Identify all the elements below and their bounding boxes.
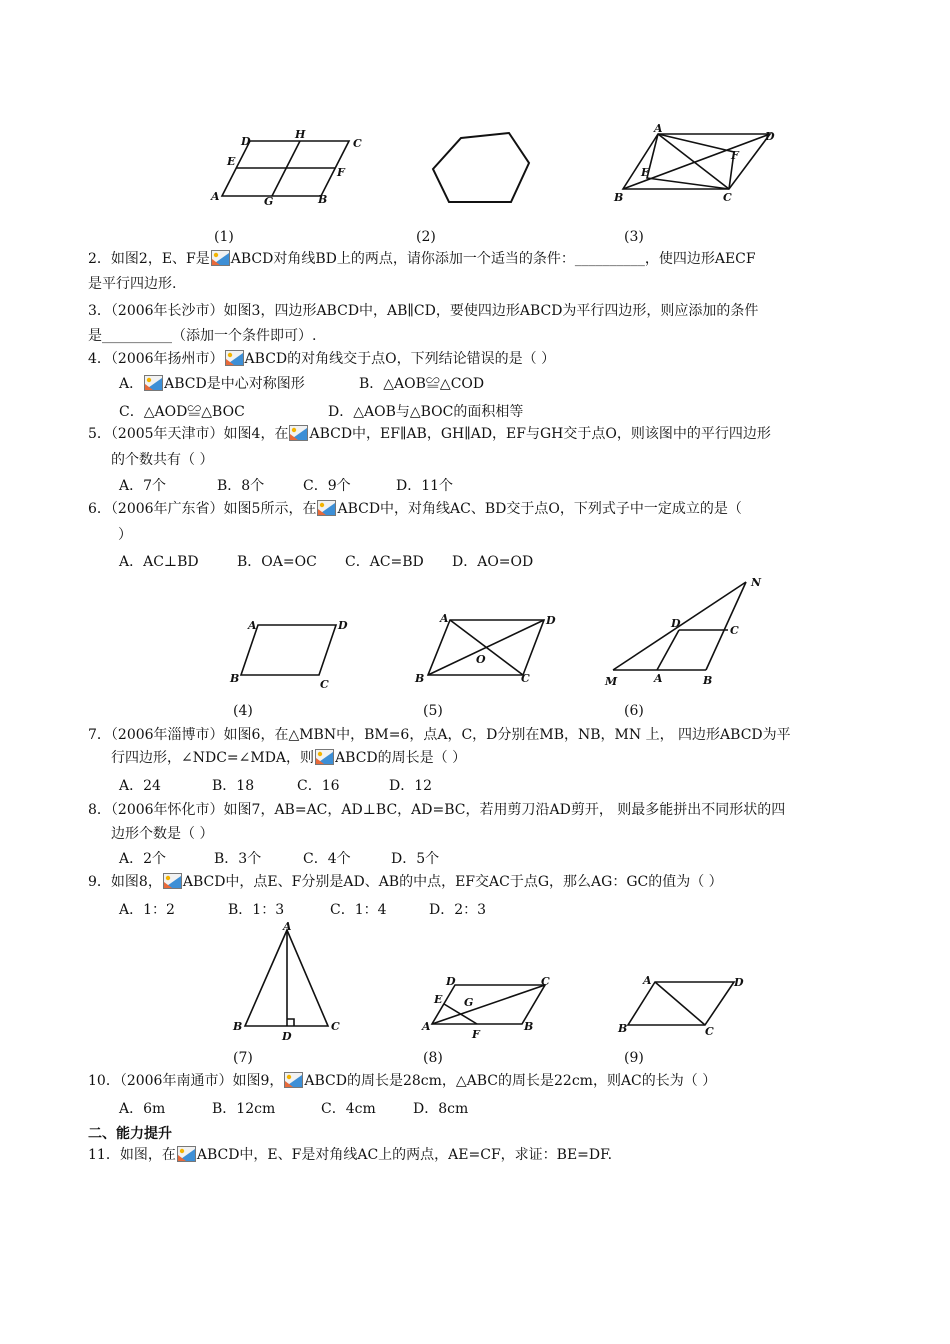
question-4-option-b: B．△AOB≌△COD [359,376,485,392]
figure-2 [425,125,535,210]
question-8-option: D．5个 [391,851,440,867]
fig4-label: C [320,678,329,691]
question-9-option: A．1：2 [119,902,175,918]
question-6-option: D．AO=OD [452,554,534,570]
question-11: 11．如图，在 ABCD中，E、F是对角线AC上的两点，AE=CF，求证：BE=DF. [88,1147,613,1163]
question-3-cont: 是__________（添加一个条件即可）. [88,328,317,344]
question-6: 6．（2006年广东省）如图5所示，在 ABCD中，对角线AC、BD交于点O，下列式子中一定成立的是（ [88,501,742,517]
question-8-option: A．2个 [119,851,167,867]
fig8-label: C [541,975,550,988]
question-3: 3．（2006年长沙市）如图3，四边形ABCD中，AB∥CD，要使四边形ABCD为平行四边形，则应添加的条件 [88,303,759,319]
question-5-option: B．8个 [217,478,265,494]
parallelogram-symbol-icon [317,500,336,516]
figure-5 [410,605,570,690]
question-9-option: D．2：3 [429,902,487,918]
fig8-label: D [446,975,456,988]
figure-caption: (2) [416,229,436,245]
fig6-label: B [703,674,713,687]
question-10-option: C．4cm [321,1101,376,1117]
figure-caption: (6) [624,703,644,719]
question-8: 8．（2006年怀化市）如图7，AB=AC，AD⊥BC，AD=BC，若用剪刀沿AD剪开， 则最多能拼出不同形状的四 [88,802,786,818]
question-7-cont: 行四边形，∠NDC=∠MDA，则 ABCD的周长是（ ） [111,750,467,766]
question-8-cont: 边形个数是（ ） [111,826,214,842]
figure-caption: (7) [233,1050,253,1066]
fig4-label: A [248,619,257,632]
question-6-cont: ） [118,527,132,543]
fig1-label: F [337,166,345,179]
question-5: 5．（2005年天津市）如图4，在 ABCD中，EF∥AB，GH∥AD，EF与GH交于点O，则该图中的平行四边形 [88,426,771,442]
fig3-label: D [765,130,775,143]
figure-7 [228,918,348,1046]
figure-3 [610,122,790,207]
parallelogram-symbol-icon [225,350,244,366]
fig3-label: A [654,122,663,135]
question-10-option: B．12cm [212,1101,276,1117]
figure-caption: (1) [214,229,234,245]
fig8-label: F [472,1028,480,1041]
question-7: 7．（2006年淄博市）如图6，在△MBN中，BM=6，点A，C，D分别在MB，NB，MN 上， 四边形ABCD为平 [88,727,791,743]
section-heading: 二、能力提升 [88,1126,172,1142]
fig7-label: A [283,920,292,933]
fig6-label: A [654,672,663,685]
question-9: 9．如图8， ABCD中，点E、F分别是AD、AB的中点，EF交AC于点G，那么AG：GC的值为（ ） [88,874,723,890]
question-5-option: D．11个 [396,478,454,494]
parallelogram-symbol-icon [284,1072,303,1088]
fig9-label: A [643,974,652,987]
question-4-option-c: C．△AOD≌△BOC [119,404,245,420]
fig1-label: A [211,190,220,203]
fig4-label: B [230,672,240,685]
fig8-label: E [434,993,443,1006]
fig3-label: F [731,149,739,162]
fig1-label: H [295,128,306,141]
question-2: 2．如图2，E、F是 ABCD对角线BD上的两点，请你添加一个适当的条件：__________，使四边形AECF [88,251,756,267]
parallelogram-symbol-icon [211,250,230,266]
question-4-options-ab: A． ABCD是中心对称图形 [119,376,305,392]
question-4-option-d: D．△AOB与△BOC的面积相等 [328,404,524,420]
fig6-label: C [730,624,739,637]
question-7-option: A．24 [119,778,161,794]
figure-caption: (8) [423,1050,443,1066]
figure-6 [600,574,775,689]
question-9-option: B．1：3 [228,902,285,918]
question-8-option: B．3个 [214,851,262,867]
fig5-label: O [476,653,486,666]
fig9-label: B [618,1022,628,1035]
fig7-label: B [233,1020,243,1033]
fig9-label: C [705,1025,714,1038]
fig8-label: G [464,996,474,1009]
fig7-label: C [331,1020,340,1033]
figure-8 [418,970,568,1045]
fig8-label: B [524,1020,534,1033]
figure-caption: (4) [233,703,253,719]
figure-caption: (9) [624,1050,644,1066]
fig3-label: B [614,191,624,204]
fig1-label: B [318,193,328,206]
fig6-label: D [671,617,681,630]
question-6-option: A．AC⊥BD [119,554,199,570]
figure-caption: (3) [624,229,644,245]
question-6-option: B．OA=OC [237,554,317,570]
question-7-option: D．12 [389,778,433,794]
parallelogram-symbol-icon [289,425,308,441]
question-10-option: D．8cm [413,1101,469,1117]
fig5-label: A [440,612,449,625]
fig5-label: C [521,672,530,685]
fig9-label: D [734,976,744,989]
question-6-option: C．AC=BD [345,554,424,570]
fig7-label: D [282,1030,292,1043]
question-5-option: C．9个 [303,478,351,494]
figure-caption: (5) [423,703,443,719]
parallelogram-symbol-icon [177,1146,196,1162]
fig4-label: D [338,619,348,632]
fig3-label: C [723,191,732,204]
fig1-label: C [353,137,362,150]
fig5-label: B [415,672,425,685]
parallelogram-symbol-icon [144,375,163,391]
fig1-label: D [241,135,251,148]
fig6-label: M [605,675,618,688]
figure-4 [228,612,358,692]
fig1-label: E [227,155,236,168]
question-9-option: C．1：4 [330,902,387,918]
question-10: 10．（2006年南通市）如图9， ABCD的周长是28cm，△ABC的周长是22cm，则AC的长为（ ） [88,1073,717,1089]
fig5-label: D [546,614,556,627]
fig8-label: A [422,1020,431,1033]
question-5-cont: 的个数共有（ ） [111,452,214,468]
parallelogram-symbol-icon [163,873,182,889]
question-8-option: C．4个 [303,851,351,867]
figure-9 [608,967,758,1042]
question-2-cont: 是平行四边形. [88,276,177,292]
fig1-label: G [264,195,274,208]
question-4: 4．（2006年扬州市） ABCD的对角线交于点O，下列结论错误的是（ ） [88,351,556,367]
parallelogram-symbol-icon [315,749,334,765]
question-10-option: A．6m [119,1101,166,1117]
question-5-option: A．7个 [119,478,167,494]
question-7-option: B．18 [212,778,255,794]
fig6-label: N [751,576,762,589]
fig3-label: E [641,166,650,179]
question-7-option: C．16 [297,778,340,794]
figure-1 [205,125,375,210]
